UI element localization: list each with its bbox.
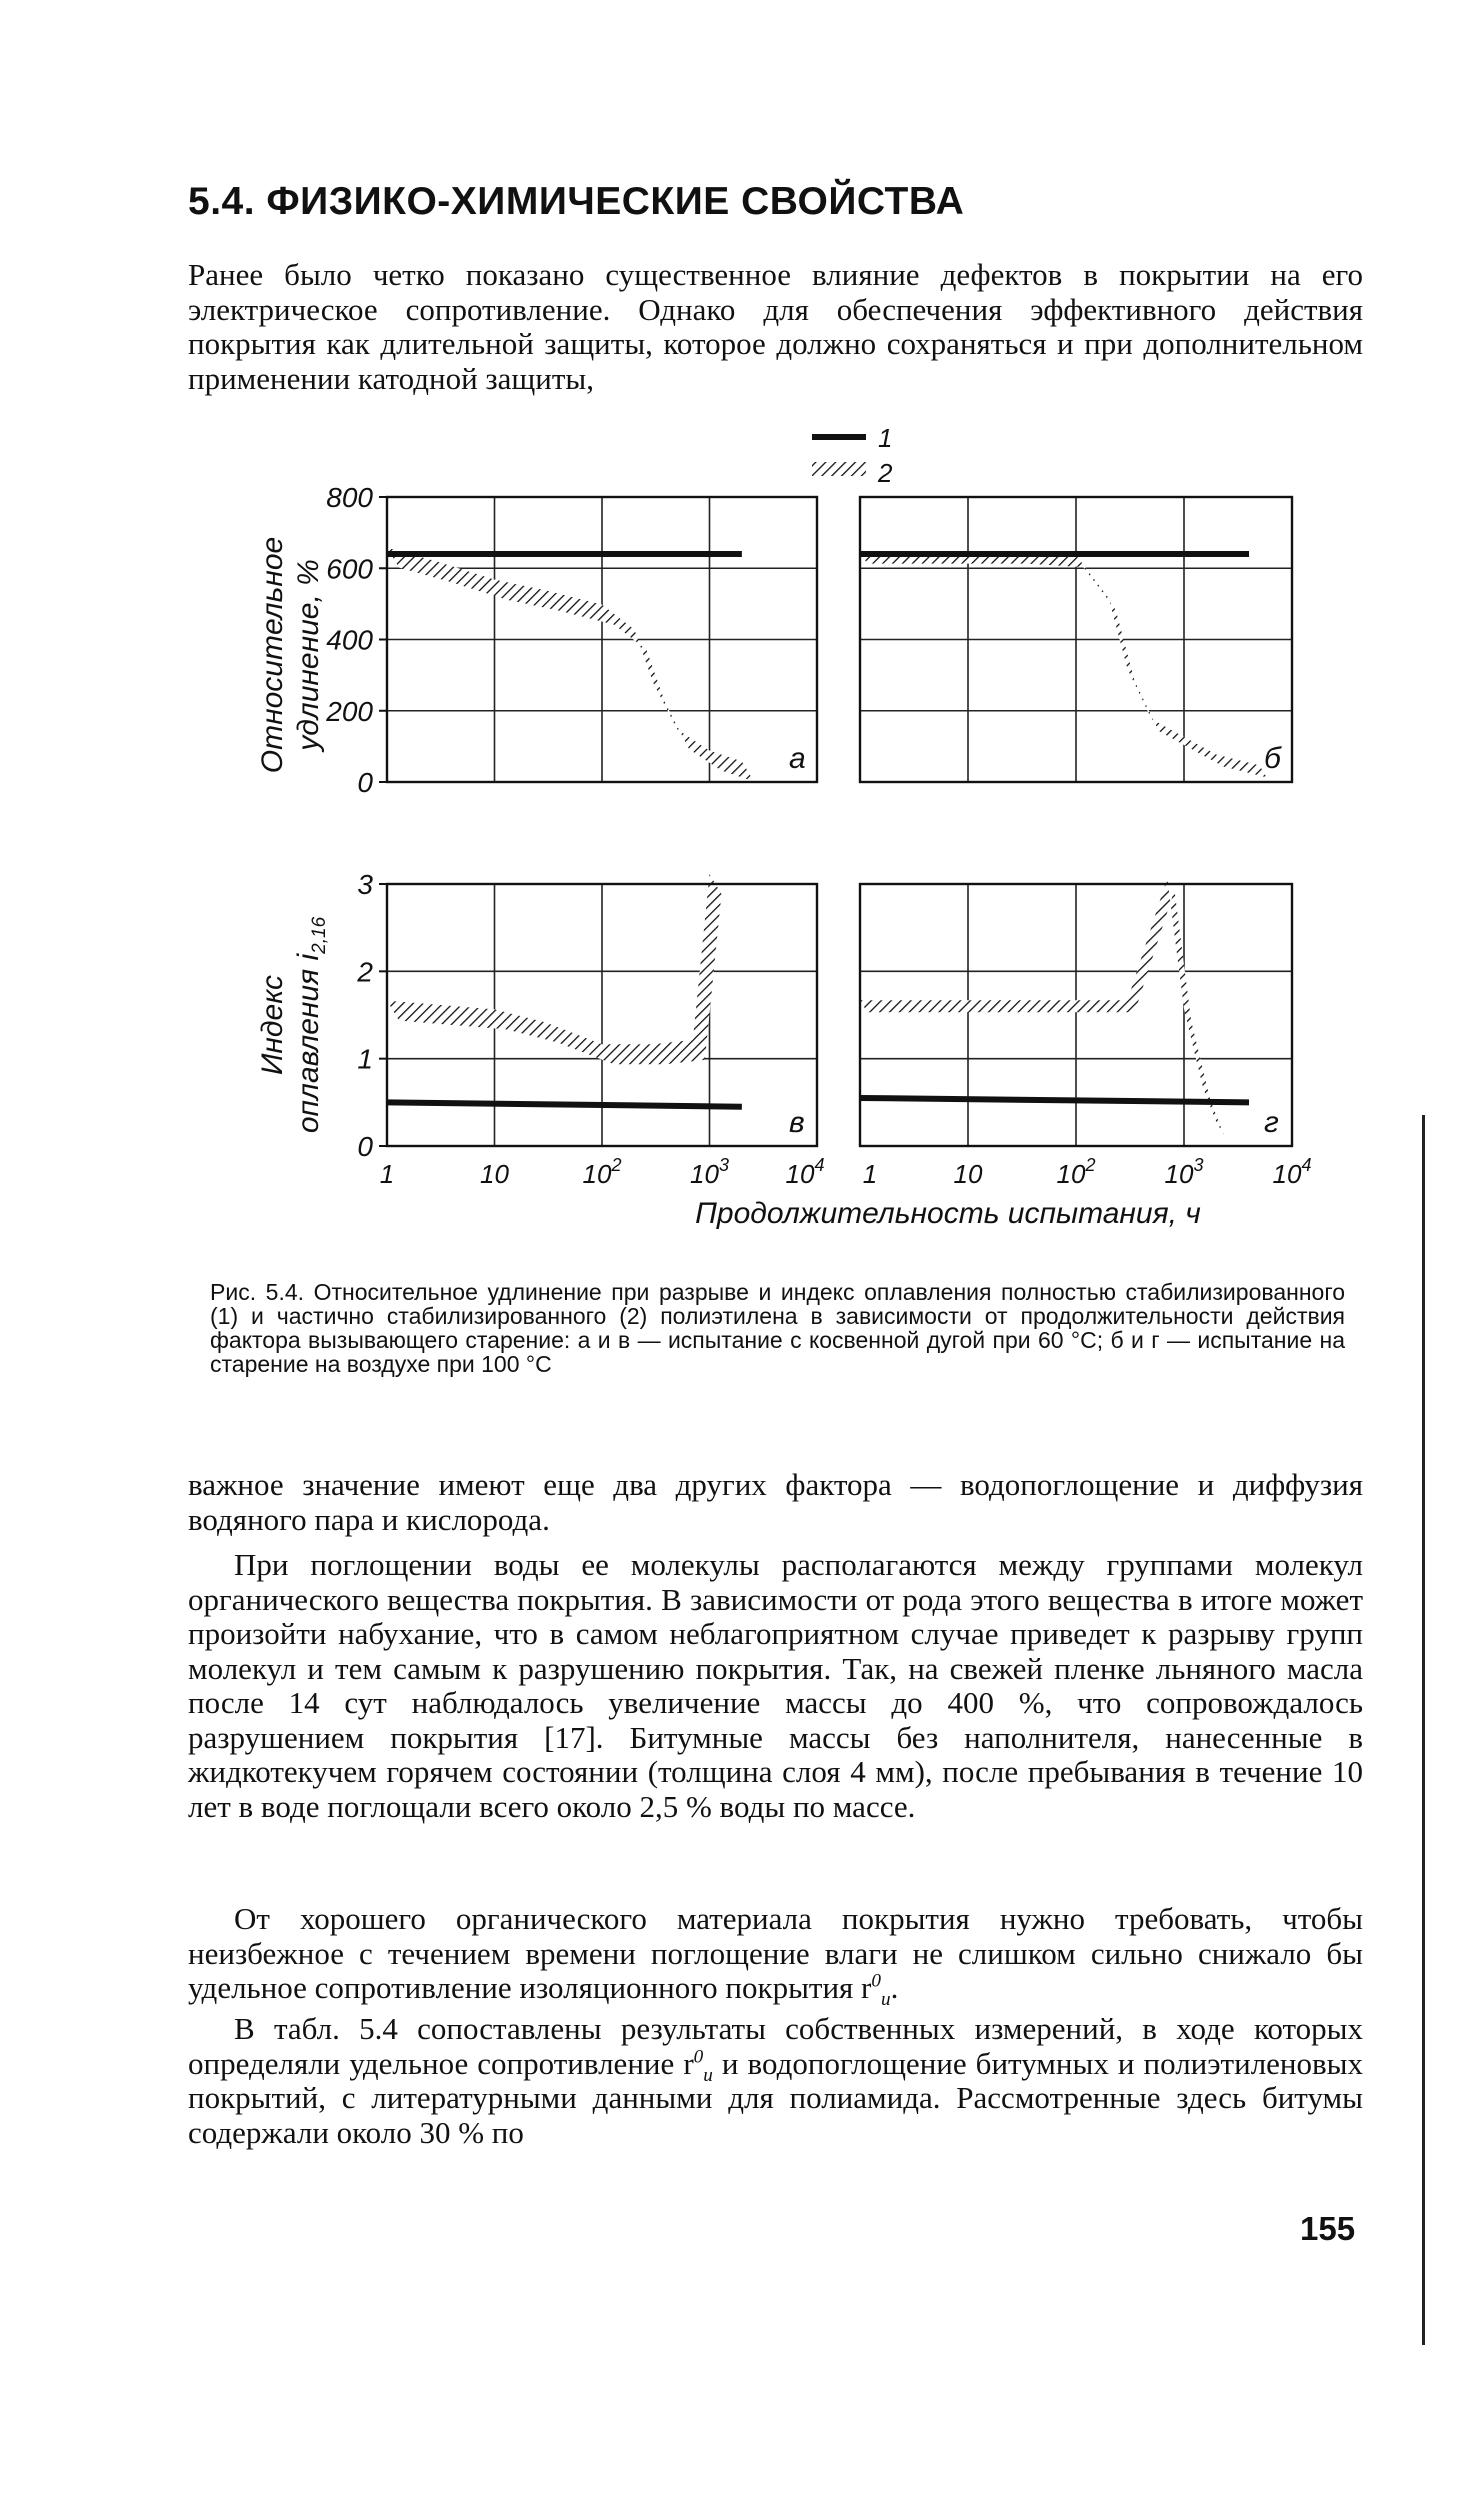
body-paragraph-2: При поглощении воды ее молекулы располагаются между группами молекул органического вещества покрытия. В зависимости от рода этого вещества в итоге может произойти набухание, что в самом неблагоприятном случае приведет к разрыву групп молекул и тем самым к разрушению покрытия. Так, на свежей пленке льняного масла после 14 сут наблюдалось увеличение массы до 400 %, что сопровождалось разрушением покрытия [17]. Битумные массы без наполнителя, нанесенные в жидкотекучем горячем состоянии (толщина слоя 4 мм), после пребывания в течение 10 лет в воде поглощали всего около 2,5 % воды по массе. xyxy=(188,1547,1363,1824)
x-tick-left-1: 1 xyxy=(379,1159,395,1189)
x-tick-right-1000: $10^3$ xyxy=(1164,1155,1204,1189)
y-tick-label: 400 xyxy=(326,624,373,656)
y-tick-label: 3 xyxy=(357,869,373,900)
upper-y-axis-title xyxy=(256,537,325,773)
x-tick-right-10000: $10^4$ xyxy=(1272,1155,1312,1189)
lower-y-axis-title xyxy=(256,916,330,1133)
legend-swatch-2 xyxy=(812,462,866,476)
y-tick-label: 800 xyxy=(326,482,373,513)
page-number: 155 xyxy=(1300,2210,1356,2247)
x-tick-right-10: 10 xyxy=(953,1159,983,1189)
chart-panel-4 xyxy=(860,878,1292,1146)
chart-panel-1 xyxy=(325,482,817,798)
x-tick-left-10: 10 xyxy=(480,1159,509,1189)
panel-label: б xyxy=(1264,742,1281,775)
body-paragraph-1: важное значение имеют еще два других фактора — водопоглощение и диффузия водяного пара и кислорода. xyxy=(188,1467,1363,1537)
series-1-line xyxy=(387,1102,742,1106)
series-1-line xyxy=(860,1098,1249,1102)
upper-y-axis-title-line1: Относительное xyxy=(256,536,289,774)
panel-label: а xyxy=(789,742,806,775)
margin-rule xyxy=(1422,1115,1425,2345)
upper-y-axis-title-line2: удлинение, % xyxy=(292,559,325,751)
section-title: 5.4. ФИЗИКО-ХИМИЧЕСКИЕ СВОЙСТВА xyxy=(188,180,965,223)
x-tick-right-1: 1 xyxy=(862,1159,878,1189)
body-paragraph-3: От хорошего органического материала покрытия нужно требовать, чтобы неизбежное с течением времени поглощение влаги не слишком сильно снижало бы удельное сопротивление изоляционного покрытия $r^0_и$. xyxy=(188,1901,1363,2011)
y-tick-label: 0 xyxy=(357,1131,373,1162)
panel-label: г xyxy=(1264,1106,1279,1139)
chart-panel-3 xyxy=(356,869,817,1162)
y-tick-label: 1 xyxy=(357,1043,373,1075)
y-tick-label: 0 xyxy=(357,767,373,798)
chart-panel-2 xyxy=(860,497,1292,782)
y-tick-label: 2 xyxy=(357,956,373,988)
legend-label-1: 1 xyxy=(878,423,893,453)
body-paragraph-4: В табл. 5.4 сопоставлены результаты собственных измерений, в ходе которых определяли удельное сопротивление $r^0_и$ и водопоглощение битумных и полиэтиленовых покрытий, с литературными данными для полиамида. Рассмотренные здесь битумы содержали около 30 % по xyxy=(188,2011,1363,2150)
legend xyxy=(812,423,893,488)
lower-y-axis-title-line2: оплавления $i_{2,16}$ xyxy=(292,916,330,1134)
x-tick-left-100: $10^2$ xyxy=(582,1155,622,1189)
x-tick-labels xyxy=(380,1155,1312,1189)
legend-label-2: 2 xyxy=(878,458,893,488)
x-axis-title: Продолжительность испытания, ч xyxy=(695,1197,1201,1230)
series-2-band xyxy=(387,548,754,782)
x-tick-left-1000: $10^3$ xyxy=(690,1155,729,1189)
panel-label: в xyxy=(789,1106,805,1139)
series-2-band xyxy=(860,552,1267,778)
x-tick-left-10000: $10^4$ xyxy=(785,1155,825,1189)
y-tick-label: 600 xyxy=(326,553,373,585)
y-tick-label: 200 xyxy=(326,695,373,727)
figure-caption: Рис. 5.4. Относительное удлинение при разрыве и индекс оплавления полностью стабилизированного (1) и частично стабилизированного (2) полиэтилена в зависимости от продолжительности действия фактора вызывающего старение: а и в — испытание с косвенной дугой при 60 °С; б и г — испытание на старение на воздухе при 100 °С xyxy=(210,1279,1345,1377)
intro-paragraph: Ранее было четко показано существенное влияние дефектов в покрытии на его электрическое сопротивление. Однако для обеспечения эффективного действия покрытия как длительной защиты, которое должно сохраняться и при дополнительном применении катодной защиты, xyxy=(188,257,1363,396)
series-2-band xyxy=(387,874,722,1064)
lower-y-axis-title-line1: Индекс xyxy=(256,974,289,1076)
x-tick-right-100: $10^2$ xyxy=(1056,1155,1096,1189)
